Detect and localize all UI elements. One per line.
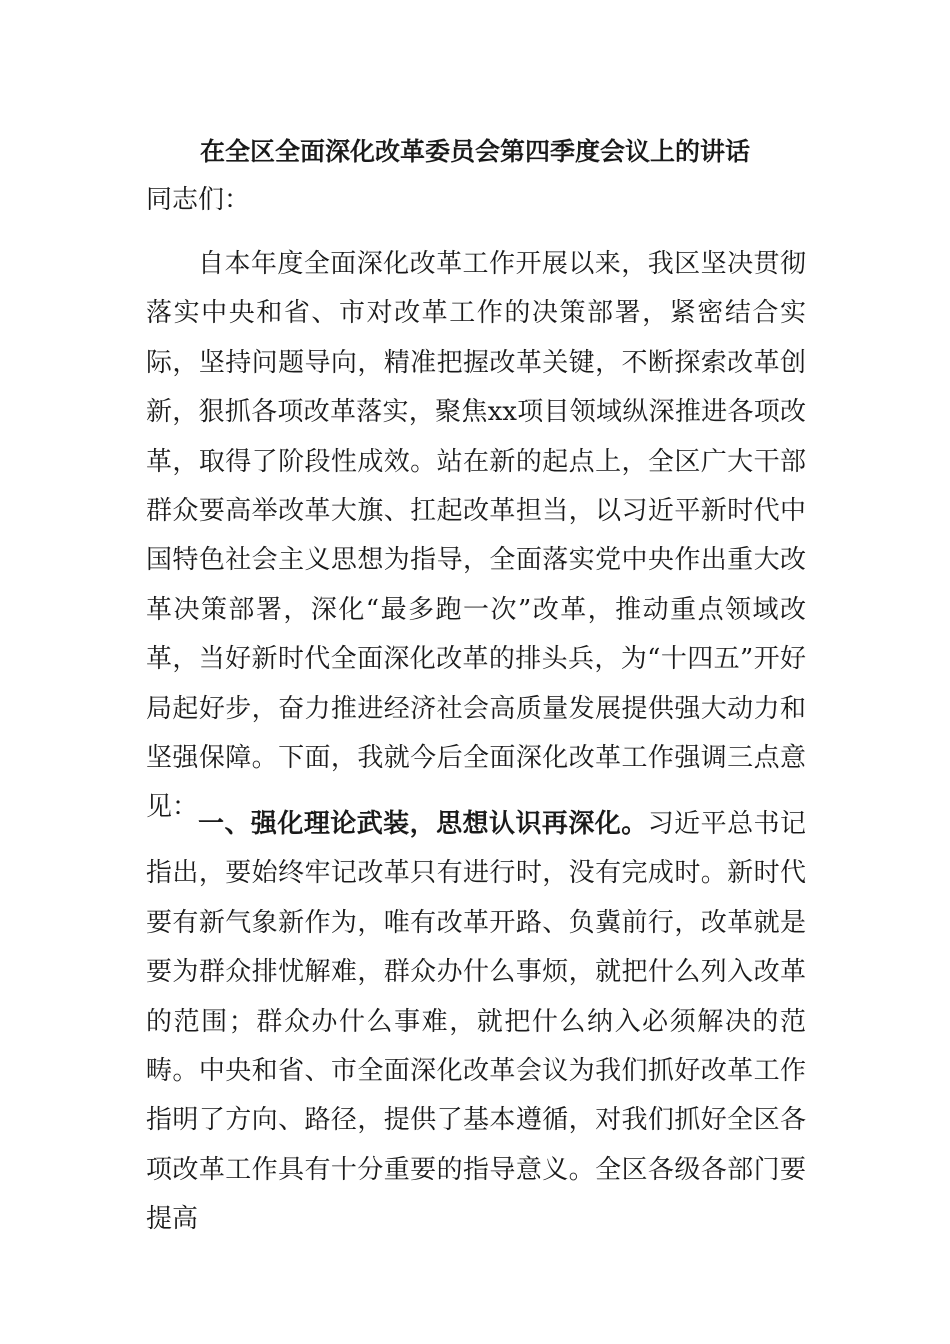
section-one-body: 习近平总书记指出，要始终牢记改革只有进行时，没有完成时。新时代要有新气象新作为，唯有改革开路、负冀前行，改革就是要为群众排忧解难，群众办什么事烦，就把什么列入改革的范围；群众办什么事难，就把什么纳入必须解决的范畴。中央和省、市全面深化改革会议为我们抓好改革工作指明了方向、路径，提供了基本遵循，对我们抓好全区各项改革工作具有十分重要的指导意义。全区各级各部门要提高 [146,809,806,1235]
salutation: 同志们： [146,185,251,215]
paragraph-section-one [146,800,806,1245]
document-title: 在全区全面深化改革委员会第四季度会议上的讲话 [199,137,750,166]
section-one-heading: 一、强化理论武装，思想认识再深化。 [198,809,648,839]
paragraph-intro: 自本年度全面深化改革工作开展以来，我区坚决贯彻落实中央和省、市对改革工作的决策部署，紧密结合实际，坚持问题导向，精准把握改革关键，不断探索改革创新，狠抓各项改革落实，聚焦xx项目领域纵深推进各项改革，取得了阶段性成效。站在新的起点上，全区广大干部群众要高举改革大旗、扛起改革担当，以习近平新时代中国特色社会主义思想为指导，全面落实党中央作出重大改革决策部署，深化“最多跑一次”改革，推动重点领域改革，当好新时代全面深化改革的排头兵，为“十四五”开好局起好步，奋力推进经济社会高质量发展提供强大动力和坚强保障。下面，我就今后全面深化改革工作强调三点意见： [146,249,806,823]
